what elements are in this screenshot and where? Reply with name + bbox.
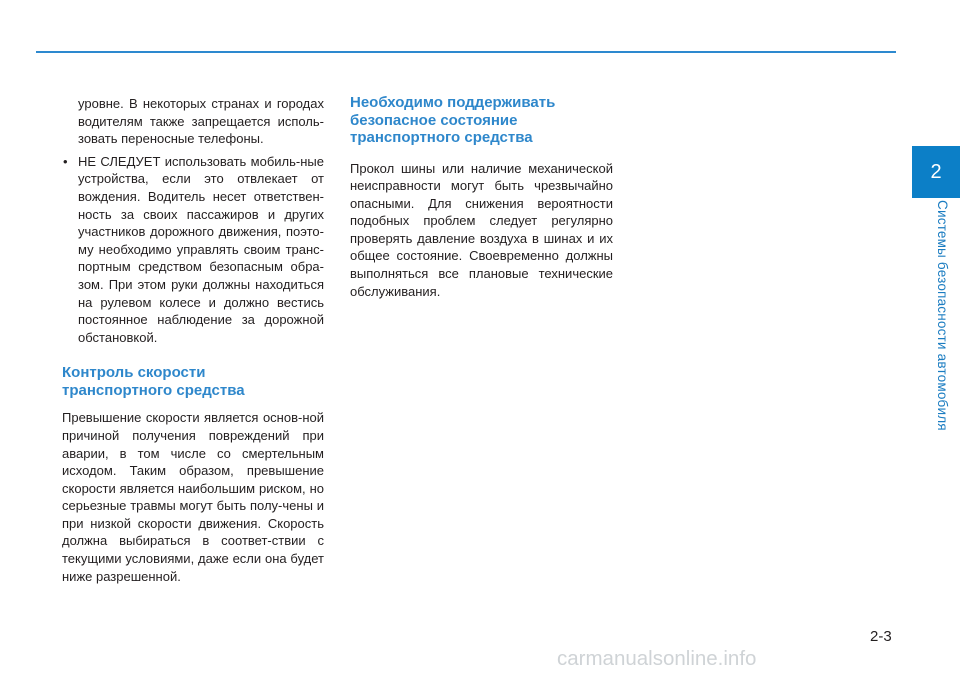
bullet-text: НЕ СЛЕДУЕТ использовать мобиль-ные устройства, если это отвлекает от вождения. Водитель несет ответствен-ность за своих пассажиров и других участников дорожного движения, поэто-му необходимо управлять своим транс-портным средством безопасным обра-зом. При этом руки должны находиться на рулевом колесе и должно вестись постоянное наблюдение за дорожной обстановкой. bbox=[78, 153, 324, 345]
watermark-text[interactable]: carmanualsonline.info bbox=[557, 647, 757, 670]
chapter-number: 2 bbox=[930, 160, 942, 183]
continued-paragraph: уровне. В некоторых странах и городах водителям также запрещается исполь-зовать переносные телефоны. bbox=[78, 96, 324, 147]
left-column bbox=[62, 95, 324, 585]
speed-control-heading: Контроль скорости транспортного средства bbox=[62, 364, 245, 399]
speed-control-body: Превышение скорости является основ-ной причиной получения повреждений при аварии, в том числе со смертельным исходом. Таким образом, превышение скорости является наибольшим риском, но серьезные травмы могут быть полу-чены и при низкой скорости движения. Скорость должна выбираться в соответ-ствии с текущими условиями, даже если она будет ниже разрешенной. bbox=[62, 410, 324, 584]
vehicle-condition-heading: Необходимо поддерживать безопасное состояние транспортного средства bbox=[350, 94, 556, 146]
vehicle-condition-body: Прокол шины или наличие механической неисправности могут быть чрезвычайно опасными. Для снижения вероятности подобных проблем следует регулярно проверять давление воздуха в шинах и их общее состояние. Своевременно должны выполняться все плановые технические обслуживания. bbox=[350, 160, 613, 299]
page-number: 2-3 bbox=[870, 628, 892, 645]
chapter-number-tab bbox=[912, 146, 960, 198]
header-rule bbox=[36, 51, 896, 53]
chapter-title-vertical: Системы безопасности автомобиля bbox=[935, 200, 950, 431]
bullet-item bbox=[62, 153, 324, 347]
right-column bbox=[350, 95, 613, 300]
bullet-icon: • bbox=[63, 153, 68, 169]
